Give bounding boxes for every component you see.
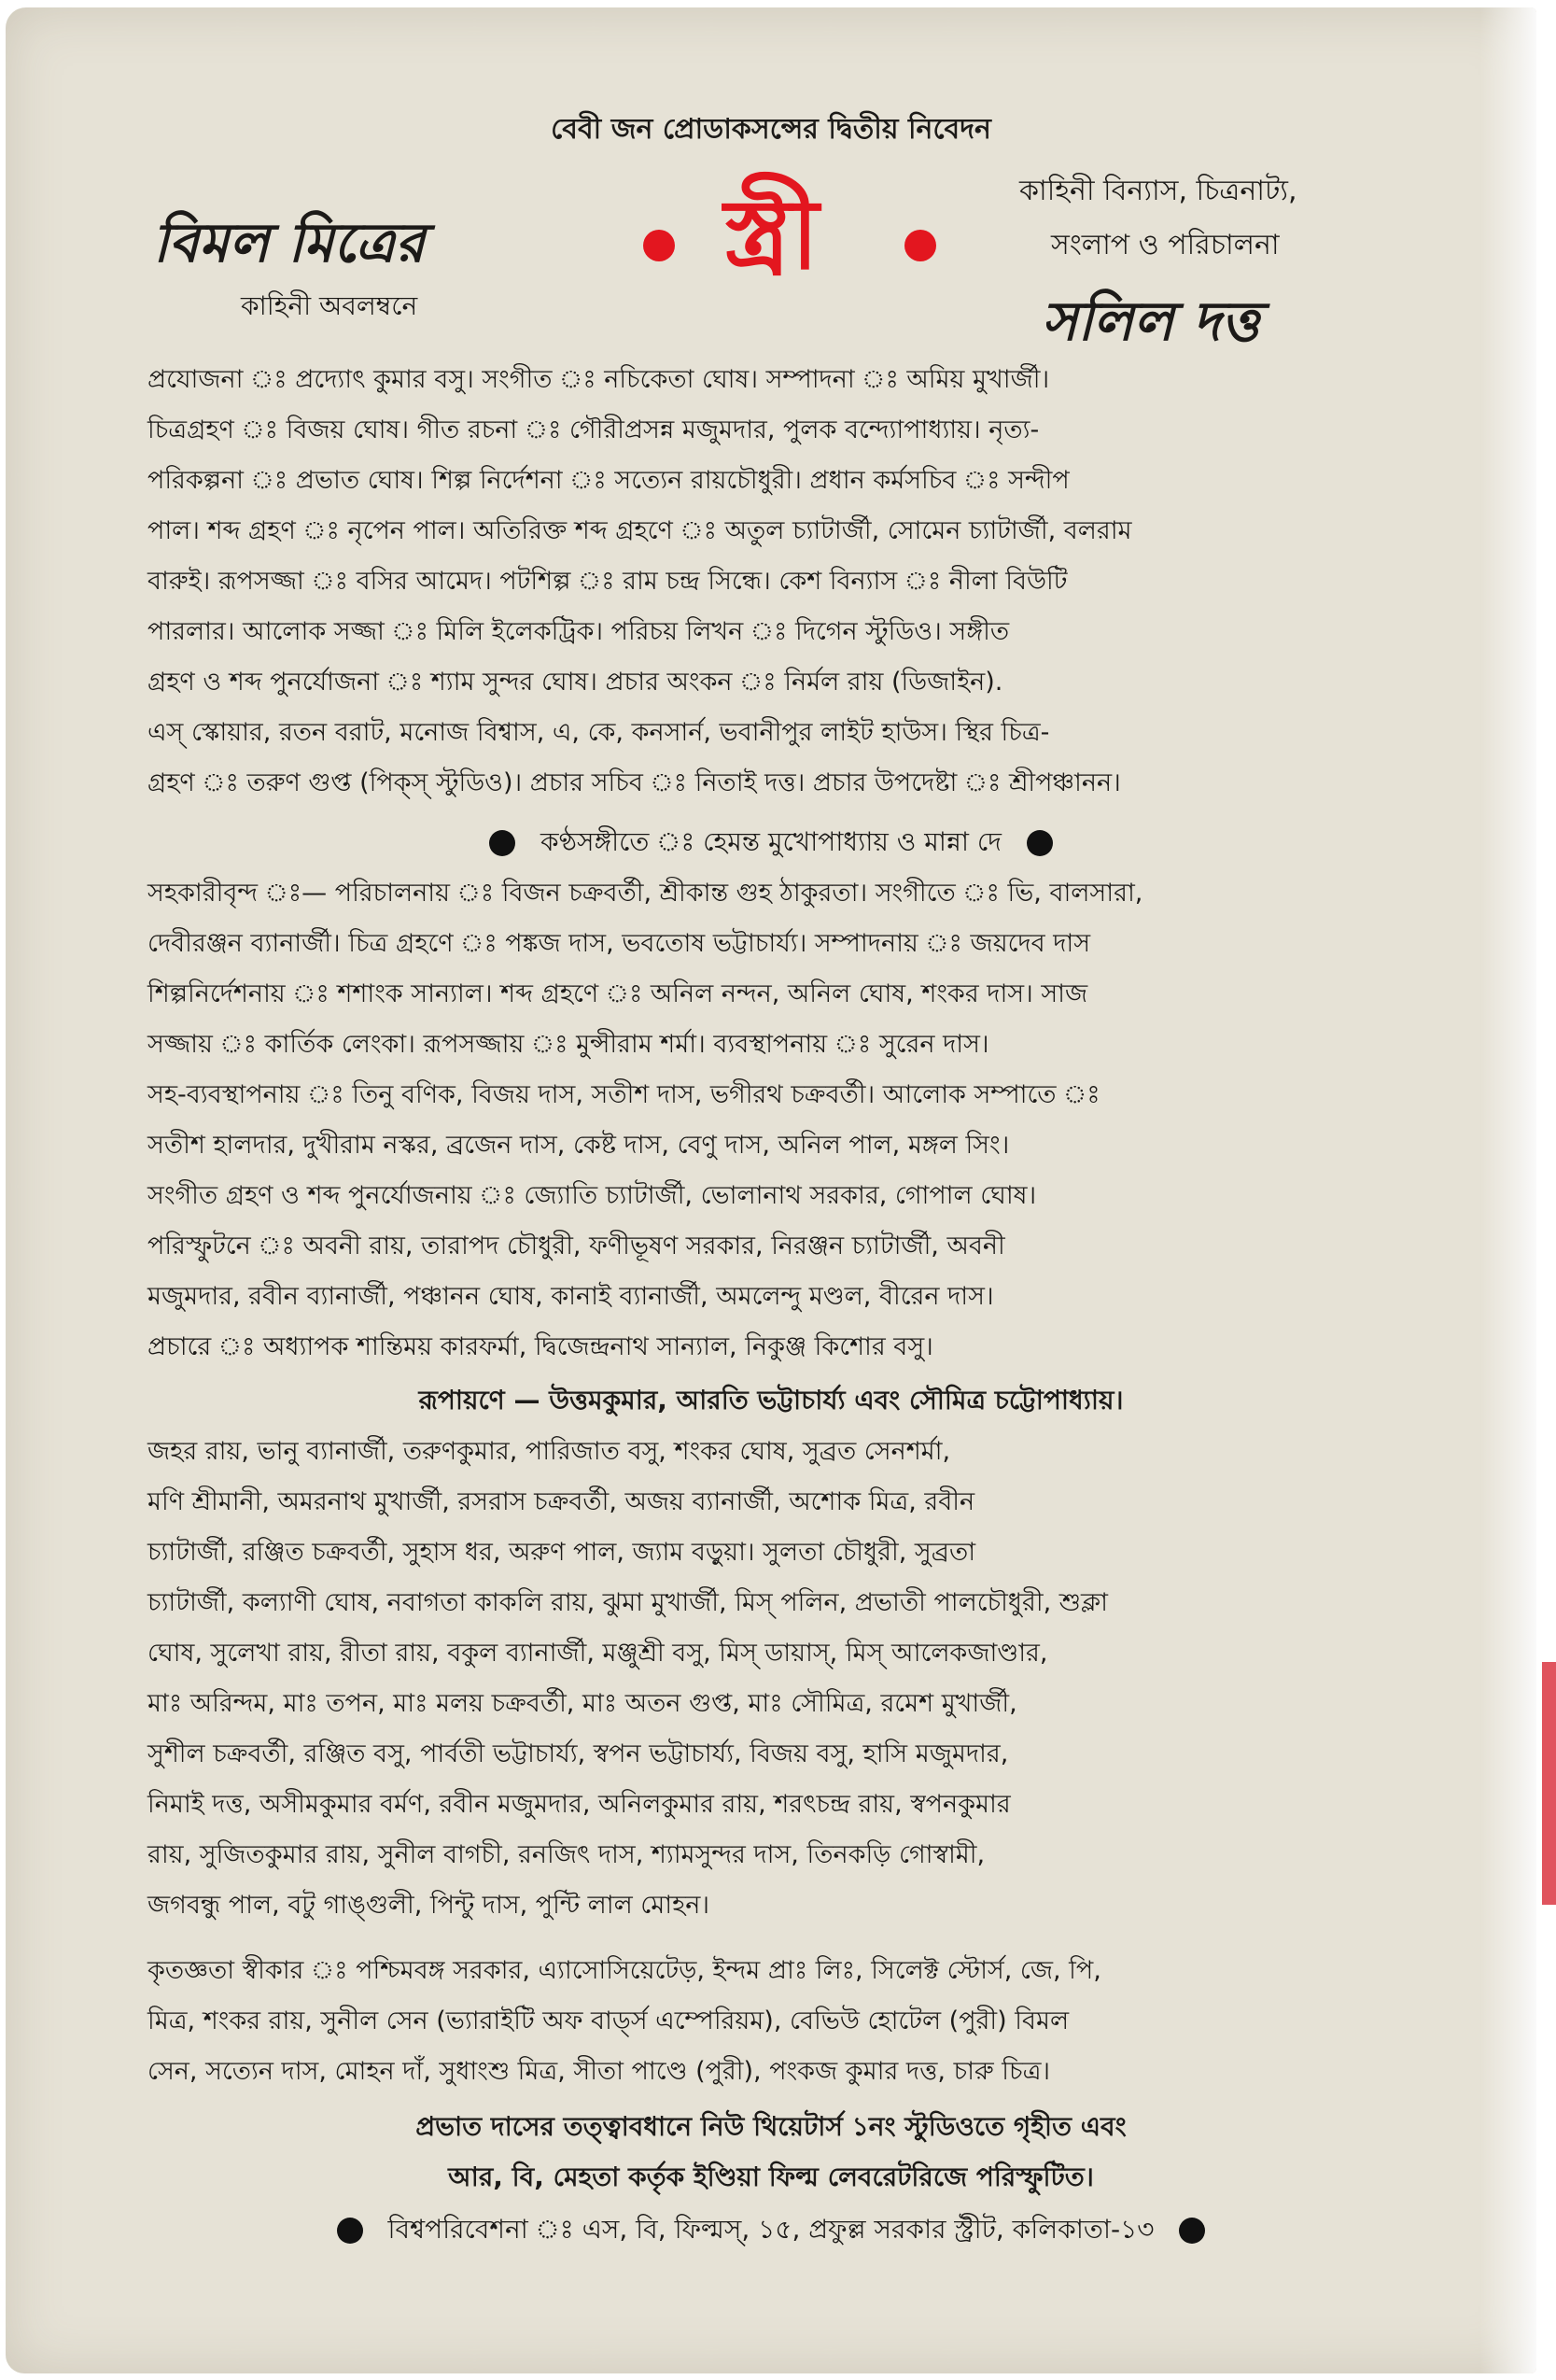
author-subtitle: কাহিনী অবলম্বনে (241, 290, 418, 321)
assistants-line: সতীশ হালদার, দুখীরাম নস্কর, ব্রজেন দাস, কেষ্ট দাস, বেণু দাস, অনিল পাল, মঙ্গল সিং। (147, 1131, 1010, 1160)
bullet-dot (1179, 2218, 1205, 2244)
presents-line: বেবী জন প্রোডাকসন্সের দ্বিতীয় নিবেদন (551, 113, 991, 146)
assistants-line: সংগীত গ্রহণ ও শব্দ পুনর্যোজনায় ঃ জ্যোতি চ্যাটার্জী, ভোলানাথ সরকার, গোপাল ঘোষ। (147, 1181, 1037, 1210)
credit-line-2: সংলাপ ও পরিচালনা (1051, 229, 1280, 261)
bullet-dot (489, 830, 515, 856)
assistants-line: শিল্পনির্দেশনায় ঃ শশাংক সান্যাল। শব্দ গ্রহণে ঃ অনিল নন্দন, অনিল ঘোষ, শংকর দাস। সাজ (147, 979, 1088, 1008)
playback-line (6, 822, 1536, 866)
thanks-line: কৃতজ্ঞতা স্বীকার ঃ পশ্চিমবঙ্গ সরকার, এ্যাসোসিয়েটেড়, ইন্দম প্রাঃ লিঃ, সিলেক্ট স্টোর্স, জে, পি, (147, 1956, 1101, 1985)
credits-line: প্রযোজনা ঃ প্রদ্যোৎ কুমার বসু। সংগীত ঃ নচিকেতা ঘোষ। সম্পাদনা ঃ অমিয় মুখার্জী। (147, 365, 1050, 394)
cast-line: মণি শ্রীমানী, অমরনাথ মুখার্জী, রসরাস চক্রবর্তী, অজয় ব্যানার্জী, অশোক মিত্র, রবীন (147, 1487, 975, 1516)
studio-line-2: আর, বি, মেহতা কর্তৃক ইণ্ডিয়া ফিল্ম লেবরেটরিজে পরিস্ফুটিত। (448, 2162, 1094, 2192)
cast-line: সুশীল চক্রবর্তী, রঞ্জিত বসু, পার্বতী ভট্টাচার্য্য, স্বপন ভট্টাচার্য্য, বিজয় বসু, হাসি মজুমদার, (147, 1739, 1009, 1768)
page-fold-shadow (1480, 7, 1536, 2373)
credits-line: পারলার। আলোক সজ্জা ঃ মিলি ইলেকট্রিক। পরিচয় লিখন ঃ দিগেন স্টুডিও। সঙ্গীত (147, 617, 1010, 646)
director-name: সলিল দত্ত (1042, 289, 1260, 353)
credit-line-1: কাহিনী বিন্যাস, চিত্রনাট্য, (1019, 175, 1297, 207)
credits-line: পাল। শব্দ গ্রহণ ঃ নৃপেন পাল। অতিরিক্ত শব্দ গ্রহণে ঃ অতুল চ্যাটার্জী, সোমেন চ্যাটার্জী, বলরাম (147, 516, 1132, 545)
credits-line: বারুই। রূপসজ্জা ঃ বসির আমেদ। পটশিল্প ঃ রাম চন্দ্র সিন্ধে। কেশ বিন্যাস ঃ নীলা বিউটি (147, 567, 1068, 596)
cast-line: চ্যাটার্জী, কল্যাণী ঘোষ, নবাগতা কাকলি রায়, ঝুমা মুখার্জী, মিস্ পলিন, প্রভাতী পালচৌধুরী, শুক্লা (147, 1588, 1108, 1617)
cast-line: চ্যাটার্জী, রঞ্জিত চক্রবর্তী, সুহাস ধর, অরুণ পাল, জ্যাম বড়ুয়া। সুলতা চৌধুরী, সুব্রতা (147, 1538, 976, 1567)
assistants-line: মজুমদার, রবীন ব্যানার্জী, পঞ্চানন ঘোষ, কানাই ব্যানার্জী, অমলেন্দু মণ্ডল, বীরেন দাস। (147, 1282, 994, 1311)
thanks-line: সেন, সত্যেন দাস, মোহন দাঁ, সুধাংশু মিত্র, সীতা পাণ্ডে (পুরী), পংকজ কুমার দত্ত, চারু চিত্র। (147, 2057, 1051, 2086)
paper-sheet (6, 7, 1536, 2373)
film-title: স্ত্রী (724, 176, 820, 291)
assistants-line: প্রচারে ঃ অধ্যাপক শান্তিময় কারফর্মা, দ্বিজেন্দ্রনাথ সান্যাল, নিকুঞ্জ কিশোর বসু। (147, 1332, 933, 1361)
playback-text: কণ্ঠসঙ্গীতে ঃ হেমন্ত মুখোপাধ্যায় ও মান্না দে (540, 826, 1002, 857)
cast-line: জগবন্ধু পাল, বটু গাঙ্গুলী, পিন্টু দাস, পুন্টি লাল মোহন। (147, 1891, 710, 1920)
assistants-line: সহকারীবৃন্দ ঃ— পরিচালনায় ঃ বিজন চক্রবর্তী, শ্রীকান্ত গুহ ঠাকুরতা। সংগীতে ঃ ভি, বালসারা, (147, 879, 1143, 908)
red-edge-tab (1542, 1662, 1556, 1905)
red-dot-left (643, 230, 675, 261)
author-name: বিমল মিত্রের (153, 211, 426, 275)
credits-line: এস্ স্কোয়ার, রতন বরাট, মনোজ বিশ্বাস, এ, কে, কনসার্ন, ভবানীপুর লাইট হাউস। স্থির চিত্র- (147, 718, 1050, 747)
assistants-line: দেবীরঞ্জন ব্যানার্জী। চিত্র গ্রহণে ঃ পঙ্কজ দাস, ভবতোষ ভট্টাচার্য্য। সম্পাদনায় ঃ জয়দেব দাস (147, 929, 1091, 958)
thanks-line: মিত্র, শংকর রায়, সুনীল সেন (ভ্যারাইটি অফ বার্ড্স এম্পেরিয়ম), বেভিউ হোটেল (পুরী) বিমল (147, 2007, 1070, 2035)
red-dot-right (904, 230, 936, 261)
credits-line: পরিকল্পনা ঃ প্রভাত ঘোষ। শিল্প নির্দেশনা ঃ সত্যেন রায়চৌধুরী। প্রধান কর্মসচিব ঃ সন্দীপ (147, 466, 1070, 495)
assistants-line: সজ্জায় ঃ কার্তিক লেংকা। রূপসজ্জায় ঃ মুন্সীরাম শর্মা। ব্যবস্থাপনায় ঃ সুরেন দাস। (147, 1030, 989, 1059)
assistants-line: সহ-ব্যবস্থাপনায় ঃ তিনু বণিক, বিজয় দাস, সতীশ দাস, ভগীরথ চক্রবর্তী। আলোক সম্পাতে ঃ (147, 1080, 1100, 1109)
cast-line: মাঃ অরিন্দম, মাঃ তপন, মাঃ মলয় চক্রবর্তী, মাঃ অতন গুপ্ত, মাঃ সৌমিত্র, রমেশ মুখার্জী, (147, 1689, 1017, 1718)
bullet-dot (337, 2218, 363, 2244)
credits-line: গ্রহণ ও শব্দ পুনর্যোজনা ঃ শ্যাম সুন্দর ঘোষ। প্রচার অংকন ঃ নির্মল রায় (ডিজাইন). (147, 668, 1003, 697)
cast-line: রায়, সুজিতকুমার রায়, সুনীল বাগচী, রনজিৎ দাস, শ্যামসুন্দর দাস, তিনকড়ি গোস্বামী, (147, 1840, 986, 1869)
cast-lead: রূপায়ণে — উত্তমকুমার, আরতি ভট্টাচার্য্য এবং সৌমিত্র চট্টোপাধ্যায়। (418, 1385, 1124, 1415)
bullet-dot (1027, 830, 1053, 856)
studio-line-1: প্রভাত দাসের তত্ত্বাবধানে নিউ থিয়েটার্স ১নং স্টুডিওতে গৃহীত এবং (415, 2111, 1127, 2142)
cast-line: জহর রায়, ভানু ব্যানার্জী, তরুণকুমার, পারিজাত বসু, শংকর ঘোষ, সুব্রত সেনশর্মা, (147, 1437, 951, 1466)
credits-line: গ্রহণ ঃ তরুণ গুপ্ত (পিক্স্ স্টুডিও)। প্রচার সচিব ঃ নিতাই দত্ত। প্রচার উপদেষ্টা ঃ শ্রীপঞ্চানন। (147, 768, 1121, 797)
credits-line: চিত্রগ্রহণ ঃ বিজয় ঘোষ। গীত রচনা ঃ গৌরীপ্রসন্ন মজুমদার, পুলক বন্দ্যোপাধ্যায়। নৃত্য- (147, 415, 1040, 444)
distribution-line (6, 2209, 1536, 2253)
cast-line: নিমাই দত্ত, অসীমকুমার বর্মণ, রবীন মজুমদার, অনিলকুমার রায়, শরৎচন্দ্র রায়, স্বপনকুমার (147, 1790, 1011, 1819)
cast-line: ঘোষ, সুলেখা রায়, রীতা রায়, বকুল ব্যানার্জী, মঞ্জুশ্রী বসু, মিস্ ডায়াস্, মিস্ আলেকজাণ্ডার, (147, 1639, 1048, 1668)
assistants-line: পরিস্ফুটনে ঃ অবনী রায়, তারাপদ চৌধুরী, ফণীভূষণ সরকার, নিরঞ্জন চ্যাটার্জী, অবনী (147, 1232, 1005, 1260)
distribution-text: বিশ্বপরিবেশনা ঃ এস, বি, ফিল্মস্, ১৫, প্রফুল্ল সরকার স্ট্রীট, কলিকাতা-১৩ (387, 2214, 1155, 2245)
